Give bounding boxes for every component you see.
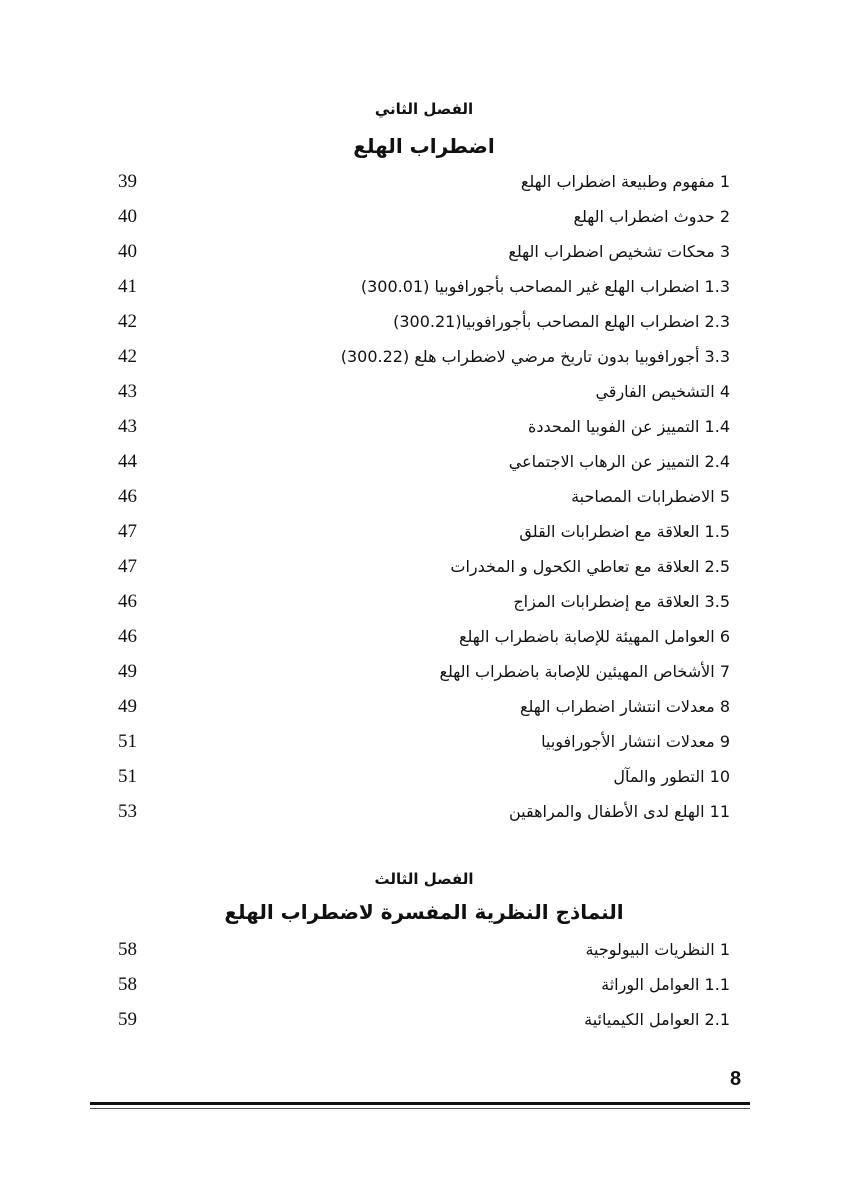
toc-entry [110, 377, 730, 407]
toc-entry [110, 202, 730, 232]
toc-entry-page: 53 [118, 801, 137, 822]
toc-entry-title: 10 التطور والمآل [613, 767, 730, 786]
toc-entry-title: 9 معدلات انتشار الأجورافوبيا [541, 732, 730, 751]
toc-entry [110, 727, 730, 757]
chapter3-label: الفصل الثالث [374, 870, 474, 888]
toc-entry [110, 552, 730, 582]
toc-entry-page: 58 [118, 974, 137, 995]
toc-entry [110, 482, 730, 512]
toc-entry [110, 517, 730, 547]
toc-entry-title: 1.3 اضطراب الهلع غير المصاحب بأجورافوبيا (300.01) [360, 277, 730, 296]
toc-entry-title: 1.4 التمييز عن الفوبيا المحددة [527, 417, 730, 436]
toc-entry-title: 2.5 العلاقة مع تعاطي الكحول و المخدرات [450, 557, 730, 576]
toc-entry-title: 1 مفهوم وطبيعة اضطراب الهلع [520, 172, 730, 191]
toc-entry [110, 797, 730, 827]
toc-entry-page: 59 [118, 1009, 137, 1030]
toc-entry-title: 2.3 اضطراب الهلع المصاحب بأجورافوبيا(300.21) [393, 312, 730, 331]
toc-entry-page: 46 [118, 591, 137, 612]
toc-entry [110, 272, 730, 302]
toc-entry [110, 237, 730, 267]
toc-entry-page: 40 [118, 206, 137, 227]
chapter3-title: النماذج النظرية المفسرة لاضطراب الهلع [224, 900, 624, 924]
toc-entry-page: 51 [118, 731, 137, 752]
toc-entry-page: 43 [118, 416, 137, 437]
toc-entry [110, 587, 730, 617]
toc-entry-page: 46 [118, 486, 137, 507]
footer-rule-thin [90, 1108, 750, 1109]
toc-entry-page: 49 [118, 696, 137, 717]
toc-entry-page: 47 [118, 556, 137, 577]
toc-entry-page: 42 [118, 311, 137, 332]
toc-entry [110, 1005, 730, 1035]
toc-entry-page: 58 [118, 939, 137, 960]
toc-entry-title: 3.5 العلاقة مع إضطرابات المزاج [513, 592, 730, 611]
toc-entry-page: 40 [118, 241, 137, 262]
toc-entry-title: 3.3 أجورافوبيا بدون تاريخ مرضي لاضطراب هلع (300.22) [340, 347, 730, 366]
toc-entry-page: 39 [118, 171, 137, 192]
toc-entry [110, 447, 730, 477]
toc-entry-page: 41 [118, 276, 137, 297]
toc-entry-title: 1.1 العوامل الوراثة [601, 975, 730, 994]
toc-entry-title: 2 حدوث اضطراب الهلع [573, 207, 730, 226]
toc-entry-title: 8 معدلات انتشار اضطراب الهلع [519, 697, 730, 716]
toc-entry-title: 3 محكات تشخيص اضطراب الهلع [508, 242, 730, 261]
toc-entry-page: 42 [118, 346, 137, 367]
footer-rule [90, 1102, 750, 1105]
toc-entry [110, 970, 730, 1000]
toc-entry-title: 11 الهلع لدى الأطفال والمراهقين [508, 802, 730, 821]
toc-entry-page: 46 [118, 626, 137, 647]
toc-entry-title: 1.5 العلاقة مع اضطرابات القلق [519, 522, 730, 541]
toc-entry [110, 935, 730, 965]
chapter2-title: اضطراب الهلع [353, 134, 495, 158]
toc-entry-page: 47 [118, 521, 137, 542]
toc-entry-title: 1 النظريات البيولوجية [585, 940, 730, 959]
toc-entry-page: 51 [118, 766, 137, 787]
toc-entry-title: 2.4 التمييز عن الرهاب الاجتماعي [508, 452, 730, 471]
toc-entry [110, 622, 730, 652]
chapter2-label: الفصل الثاني [374, 100, 474, 118]
toc-entry [110, 307, 730, 337]
toc-entry-page: 49 [118, 661, 137, 682]
toc-entry [110, 762, 730, 792]
toc-entry-title: 2.1 العوامل الكيميائية [584, 1010, 730, 1029]
toc-entry-page: 44 [118, 451, 137, 472]
toc-entry-page: 43 [118, 381, 137, 402]
toc-entry [110, 692, 730, 722]
page-number: 8 [730, 1068, 742, 1090]
toc-entry-title: 4 التشخيص الفارقي [595, 382, 730, 401]
toc-entry-title: 5 الاضطرابات المصاحبة [571, 487, 730, 506]
toc-entry [110, 342, 730, 372]
toc-entry [110, 657, 730, 687]
toc-entry [110, 167, 730, 197]
toc-entry-title: 6 العوامل المهيئة للإصابة باضطراب الهلع [458, 627, 730, 646]
toc-entry [110, 412, 730, 442]
toc-entry-title: 7 الأشخاص المهيئين للإصابة باضطراب الهلع [439, 662, 730, 681]
